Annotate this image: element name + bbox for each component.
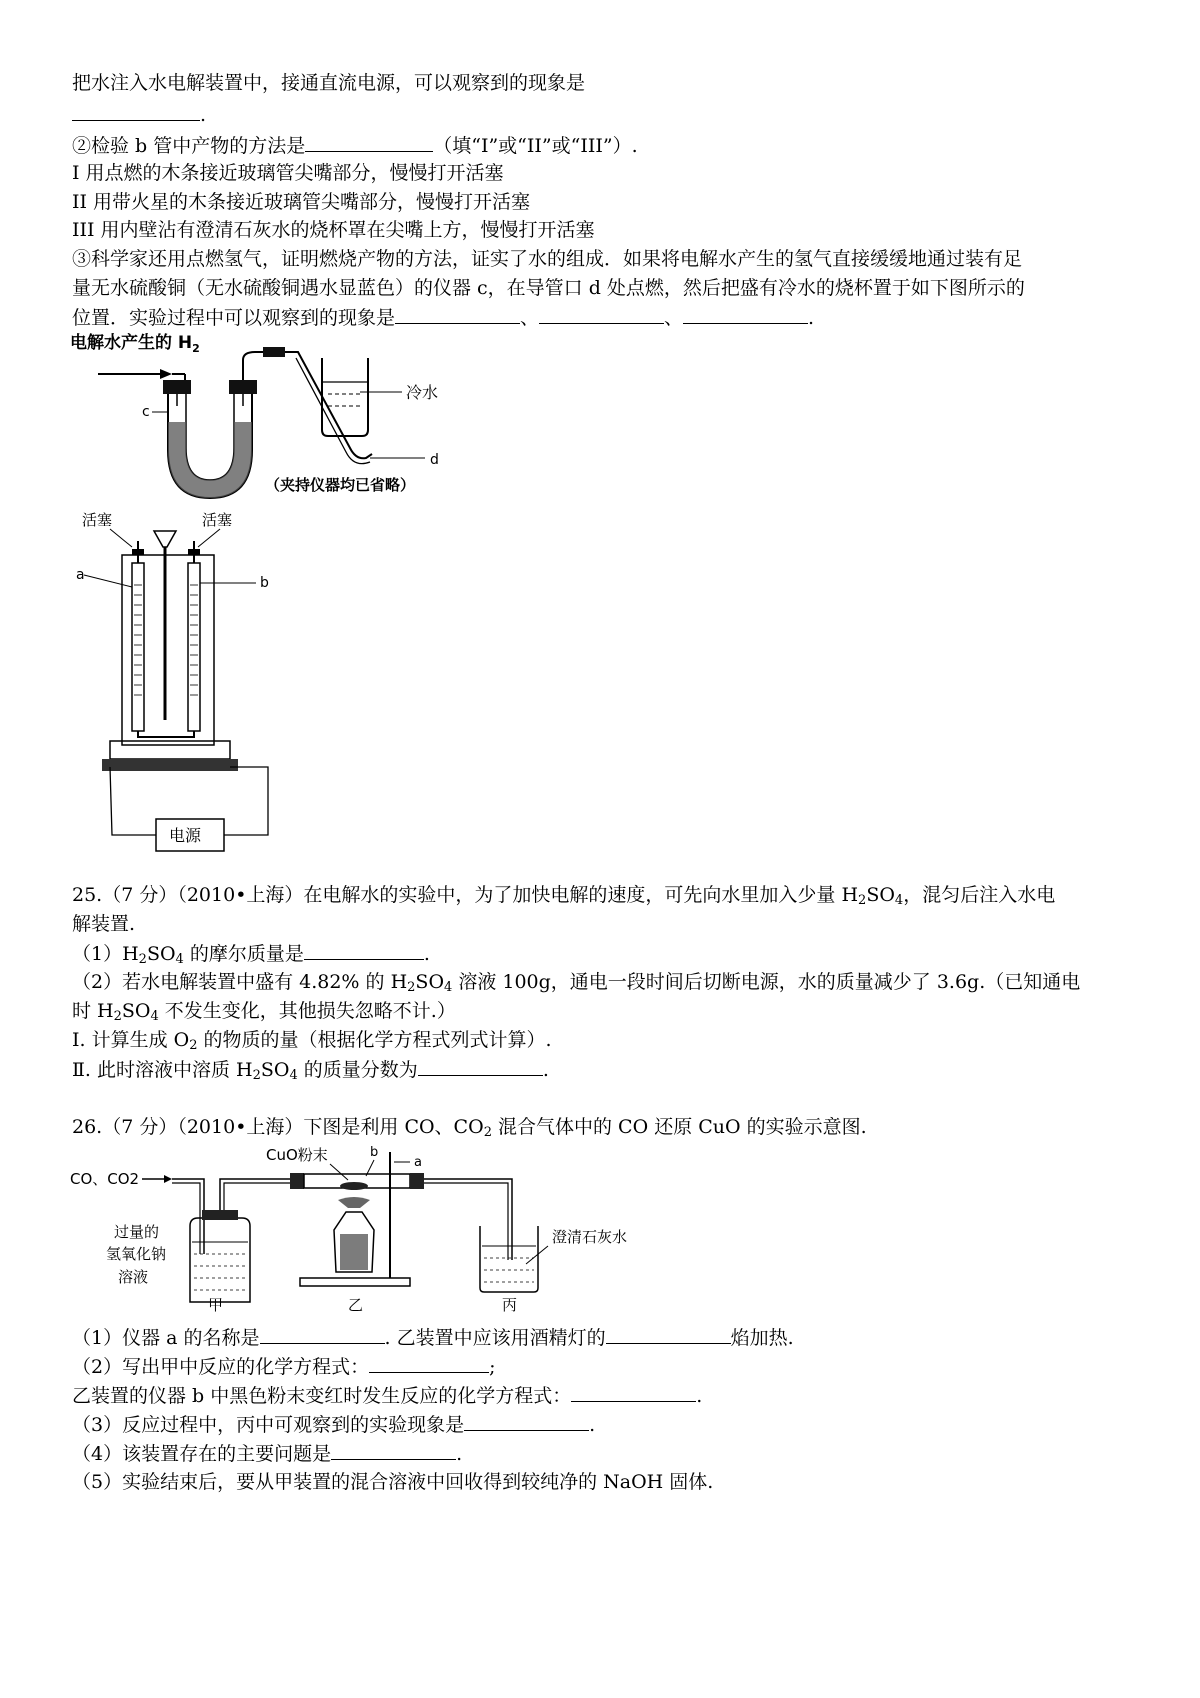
q26-sub2b: 乙装置的仪器 b 中黑色粉末变红时发生反应的化学方程式： .: [72, 1385, 703, 1407]
label-power: 电源: [169, 826, 202, 845]
bottle-jia: [190, 1218, 250, 1302]
q26-sub3: （3）反应过程中，丙中可观察到的实验现象是 .: [72, 1414, 596, 1436]
fig1-caption: （夹持仪器均已省略）: [265, 476, 416, 494]
answer-blank[interactable]: [395, 305, 520, 324]
stopper-right: [229, 380, 257, 394]
label-naoh-2: 氢氧化钠: [106, 1245, 167, 1263]
tube-a: [132, 563, 144, 731]
arrow-head-icon: [160, 369, 172, 379]
q26-sub1: （1）仪器 a 的名称是 . 乙装置中应该用酒精灯的 焰加热.: [72, 1327, 794, 1349]
wire-right: [224, 767, 268, 835]
label-a: a: [414, 1155, 422, 1170]
q24-option-3: III 用内壁沾有澄清石灰水的烧杯罩在尖嘴上方，慢慢打开活塞: [72, 219, 595, 241]
tube-b: [188, 563, 200, 731]
answer-blank[interactable]: [571, 1383, 696, 1402]
fig1-title: 电解水产生的 $H_2$: [70, 333, 200, 355]
answer-blank[interactable]: [464, 1412, 589, 1431]
q25-sub1: $(1)H_2SO_4$ 的摩尔质量是 .: [72, 943, 430, 967]
q24-option-2: II 用带火星的木条接近玻璃管尖嘴部分，慢慢打开活塞: [72, 191, 531, 213]
q26-sub5: （5）实验结束后，要从甲装置的混合溶液中回收得到较纯净的 NaOH 固体.: [72, 1471, 714, 1493]
q25-part-i: Ⅰ. 计算生成 $O_2$ 的物质的量（根据化学方程式列式计算）.: [72, 1029, 552, 1053]
answer-blank[interactable]: [331, 1441, 456, 1460]
label-yi: 乙: [348, 1296, 364, 1314]
cold-water-beaker: [322, 358, 368, 436]
label-a: a: [76, 567, 85, 583]
q25-line-1: 25.（7 分）（2010•上海）在电解水的实验中，为了加快电解的速度，可先向水里加入少量 $H_2SO_4$，混匀后注入水电: [72, 884, 1056, 908]
q24-line-1: 把水注入水电解装置中，接通直流电源，可以观察到的现象是: [72, 72, 586, 94]
q24-line-2: .: [72, 102, 206, 127]
label-stopcock-right: 活塞: [202, 511, 233, 529]
answer-blank[interactable]: [369, 1354, 489, 1373]
flame-icon: [338, 1197, 370, 1208]
q26-sub4: （4）该装置存在的主要问题是 .: [72, 1443, 463, 1465]
wire-left: [110, 767, 156, 835]
funnel: [154, 531, 176, 547]
label-c: c: [142, 404, 150, 420]
answer-blank[interactable]: [418, 1057, 543, 1076]
q26-line-1: 26.（7 分）（2010•上海）下图是利用 CO、$CO_2$ 混合气体中的 CO 还原 CuO 的实验示意图.: [72, 1116, 867, 1140]
apparatus-base: [110, 741, 230, 759]
q25-part-ii: Ⅱ. 此时溶液中溶质 $H_2SO_4$ 的质量分数为 .: [72, 1059, 549, 1083]
label-cuo-powder: CuO粉末: [266, 1146, 328, 1164]
q24-part3-line1: ③科学家还用点燃氢气，证明燃烧产物的方法，证实了水的组成．如果将电解水产生的氢气直接缓缓地通过装有足: [72, 248, 1023, 270]
q25-line-2: 解装置.: [72, 913, 136, 935]
answer-blank[interactable]: [539, 305, 664, 324]
label-b: b: [260, 575, 269, 591]
label-gas-inlet: CO、CO2: [70, 1170, 140, 1188]
q24-option-1: I 用点燃的木条接近玻璃管尖嘴部分，慢慢打开活塞: [72, 162, 504, 184]
answer-blank[interactable]: [72, 102, 200, 121]
arrow-head-icon: [164, 1175, 172, 1183]
label-naoh-3: 溶液: [118, 1268, 149, 1286]
stopper-left: [163, 380, 191, 394]
label-jia: 甲: [208, 1296, 224, 1314]
q24-part2: ②检验 b 管中产物的方法是 （填“I”或“II”或“III”）.: [72, 135, 638, 157]
answer-blank[interactable]: [305, 133, 433, 152]
label-b: b: [370, 1145, 379, 1160]
q26-sub2: （2）写出甲中反应的化学方程式： ;: [72, 1356, 496, 1378]
q25-sub2-line2: 时 $H_2SO_4$ 不发生变化，其他损失忽略不计.）: [72, 1000, 456, 1024]
cuso4-granules: [168, 422, 252, 498]
label-stopcock-left: 活塞: [82, 511, 113, 529]
q24-part3-line2: 量无水硫酸铜（无水硫酸铜遇水显蓝色）的仪器 c，在导管口 d 处点燃，然后把盛有冷水的烧杯置于如下图所示的: [72, 277, 1025, 299]
delivery-tube: [290, 352, 372, 458]
answer-blank[interactable]: [683, 305, 808, 324]
q25-sub2-line1: （2）若水电解装置中盛有 4.82% 的 $H_2SO_4$ 溶液 100g，通电一段时间后切断电源，水的质量减少了 3.6g.（已知通电: [72, 971, 1081, 995]
answer-blank[interactable]: [304, 941, 424, 960]
u-tube-figure: [60, 330, 500, 510]
label-limewater: 澄清石灰水: [552, 1228, 628, 1246]
label-naoh-1: 过量的: [114, 1223, 160, 1241]
co-reduction-figure: [68, 1142, 628, 1312]
cuo-powder: [340, 1182, 368, 1190]
answer-blank[interactable]: [606, 1325, 731, 1344]
answer-blank[interactable]: [260, 1325, 385, 1344]
label-cold-water: 冷水: [406, 383, 439, 402]
q24-part3-line3: 位置．实验过程中可以观察到的现象是 、 、 .: [72, 307, 815, 329]
label-d: d: [430, 452, 439, 468]
electrolysis-apparatus-figure: [70, 505, 330, 850]
apparatus-plinth: [102, 759, 238, 771]
label-bing: 丙: [502, 1296, 518, 1314]
